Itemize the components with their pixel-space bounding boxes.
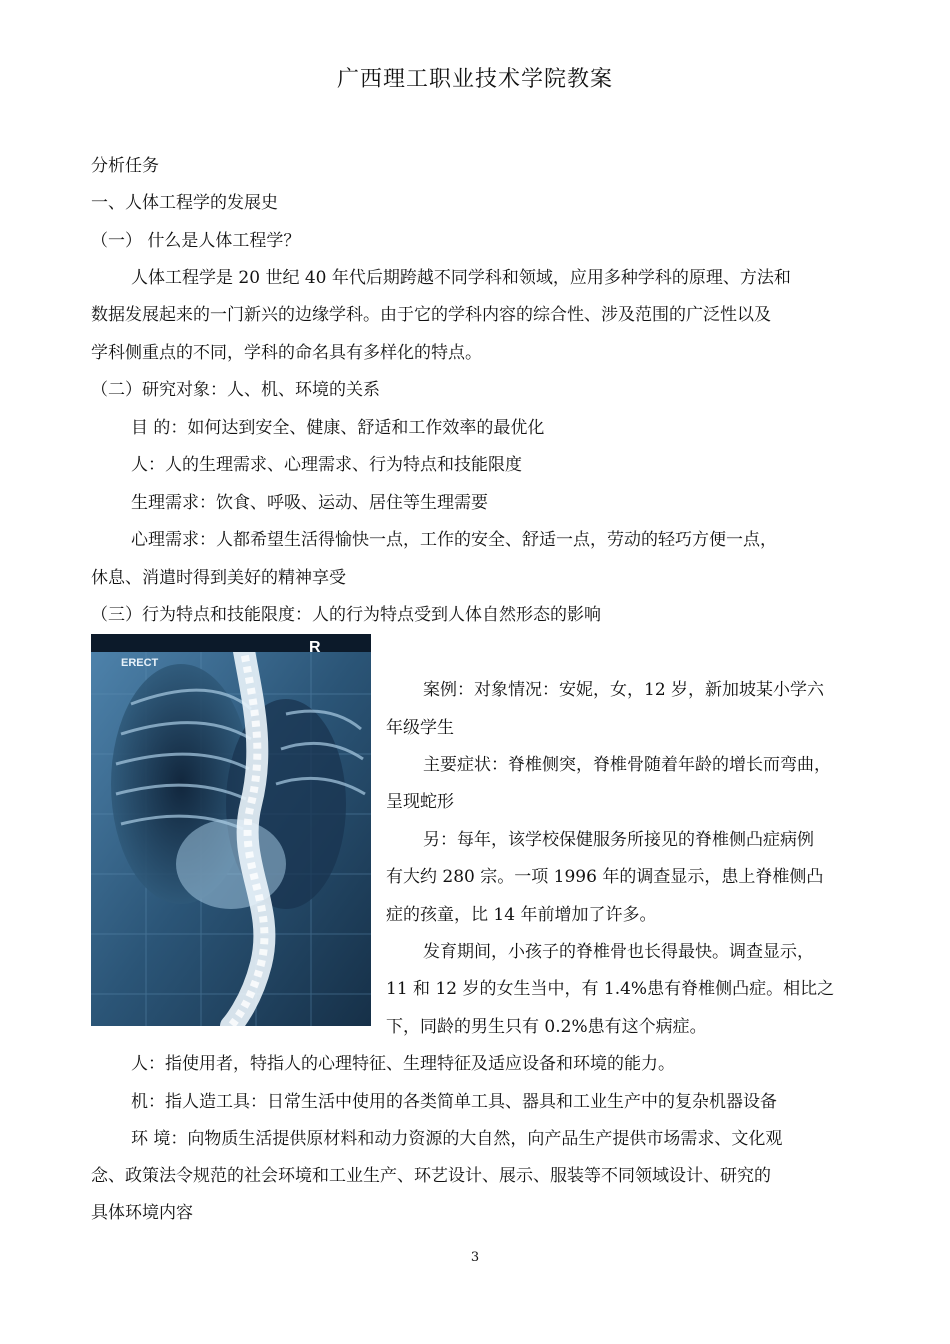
physiological-needs-line: 生理需求：饮食、呼吸、运动、居住等生理需要 <box>131 493 488 513</box>
document-title: 广西理工职业技术学院教案 <box>336 67 613 92</box>
case-line: 另：每年，该学校保健服务所接见的脊椎侧凸症病例 <box>423 830 814 850</box>
paragraph-line: 人体工程学是 20 世纪 40 年代后期跨越不同学科和领域，应用多种学科的原理、方法和 <box>131 268 791 288</box>
paragraph-line: 学科侧重点的不同，学科的命名具有多样化的特点。 <box>91 343 482 363</box>
subheading-what-is-ergonomics: （一） 什么是人体工程学？ <box>91 231 301 251</box>
case-line: 发育期间，小孩子的脊椎骨也长得最快。调查显示， <box>423 942 814 962</box>
spine-xray-image <box>91 634 371 1026</box>
case-line: 案例：对象情况：安妮，女，12 岁，新加坡某小学六 <box>423 680 825 700</box>
page-number: 3 <box>470 1250 480 1265</box>
case-line: 症的孩童，比 14 年前增加了许多。 <box>386 905 657 925</box>
section-label: 分析任务 <box>91 156 159 176</box>
case-line: 主要症状：脊椎侧突，脊椎骨随着年龄的增长而弯曲， <box>423 755 831 775</box>
psychological-needs-line: 休息、消遣时得到美好的精神享受 <box>91 568 346 588</box>
paragraph-line: 数据发展起来的一门新兴的边缘学科。由于它的学科内容的综合性、涉及范围的广泛性以及 <box>91 305 771 325</box>
goal-line: 目 的：如何达到安全、健康、舒适和工作效率的最优化 <box>131 418 545 438</box>
definition-environment: 具体环境内容 <box>91 1203 193 1223</box>
definition-human: 人：指使用者，特指人的心理特征、生理特征及适应设备和环境的能力。 <box>131 1054 675 1074</box>
case-line: 呈现蛇形 <box>386 792 454 812</box>
xray-label-erect: ERECT <box>121 657 159 669</box>
case-line: 有大约 280 宗。一项 1996 年的调查显示，患上脊椎侧凸 <box>386 867 824 887</box>
definition-environment: 环 境：向物质生活提供原材料和动力资源的大自然，向产品生产提供市场需求、文化观 <box>131 1129 783 1149</box>
definition-machine: 机：指人造工具：日常生活中使用的各类简单工具、器具和工业生产中的复杂机器设备 <box>131 1092 777 1112</box>
xray-label-r: R <box>309 639 321 656</box>
heading-development-history: 一、人体工程学的发展史 <box>91 193 278 213</box>
psychological-needs-line: 心理需求：人都希望生活得愉快一点，工作的安全、舒适一点，劳动的轻巧方便一点， <box>131 530 777 550</box>
definition-environment: 念、政策法令规范的社会环境和工业生产、环艺设计、展示、服装等不同领域设计、研究的 <box>91 1166 771 1186</box>
human-needs-line: 人：人的生理需求、心理需求、行为特点和技能限度 <box>131 455 522 475</box>
subheading-behavior: （三）行为特点和技能限度：人的行为特点受到人体自然形态的影响 <box>91 605 601 625</box>
case-line: 年级学生 <box>386 718 454 738</box>
case-line: 11 和 12 岁的女生当中，有 1.4%患有脊椎侧凸症。相比之 <box>386 979 835 999</box>
case-line: 下，同龄的男生只有 0.2%患有这个病症。 <box>386 1017 707 1037</box>
subheading-research-object: （二）研究对象：人、机、环境的关系 <box>91 380 380 400</box>
